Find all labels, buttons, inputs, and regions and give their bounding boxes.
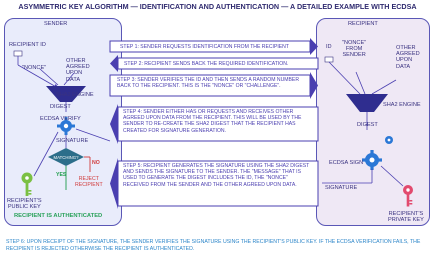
recipient-id: ID bbox=[326, 44, 332, 50]
diagram-title: ASYMMETRIC KEY ALGORITHM — IDENTIFICATION AND AUTHENTICATION — A DETAILED EXAMPLE WITH ECDSA bbox=[18, 2, 417, 11]
step-4: STEP 4: SENDER EITHER HAS OR REQUESTS AND RECEIVES OTHER AGREED UPON DATA FROM THE RECIPIENT. THIS WILL BE USED BY THE SENDER TO RE-CREATE THE SHA2 DIGEST THAT THE RECIPIENT HAS CREATED FOR SIGNATURE GENERATION. bbox=[123, 109, 302, 134]
public-key-icon bbox=[22, 173, 33, 197]
recipient-sha2-label: SHA2 ENGINE bbox=[383, 102, 421, 108]
recipient-authenticated: RECIPIENT IS AUTHENTICATED bbox=[14, 213, 103, 219]
private-key-icon bbox=[403, 185, 413, 207]
step-1: STEP 1: SENDER REQUESTS IDENTIFICATION FROM THE RECIPIENT bbox=[120, 44, 289, 50]
step-2: STEP 2: RECIPIENT SENDS BACK THE REQUIRED IDENTIFICATION. bbox=[124, 61, 289, 67]
recipient-digest: DIGEST bbox=[357, 122, 378, 128]
step-3: STEP 3: SENDER VERIFIES THE ID AND THEN SENDS A RANDOM NUMBER BACK TO THE RECIPIENT. THIS IS THE "NONCE" OR "CHALLENGE". bbox=[117, 77, 299, 90]
recipient-sha2-funnel bbox=[346, 94, 388, 112]
private-key-label: RECIPIENT'S PRIVATE KEY bbox=[388, 211, 424, 224]
recipient-signature: SIGNATURE bbox=[325, 185, 358, 191]
sender-digest: DIGEST bbox=[50, 104, 71, 110]
sender-ecdsa-verify: ECDSA VERIFY bbox=[40, 116, 81, 122]
sender-sha2-label: SHA2 ENGINE bbox=[56, 92, 94, 98]
sender-other-data: OTHER AGREED UPON DATA bbox=[66, 58, 90, 83]
matching-label: MATCHING? bbox=[53, 155, 79, 160]
step-5: STEP 5: RECIPIENT GENERATES THE SIGNATURE USING THE SHA2 DIGEST AND SENDS THE SIGNATURE TO THE SENDER. THE "MESSAGE" THAT IS USED TO GENERATE THE DIGEST INCLUDES THE ID, THE "NONCE" RECEIVED FROM THE SENDER AND THE OTHER AGREED UPON DATA. bbox=[123, 163, 310, 188]
sender-heading: SENDER bbox=[44, 21, 68, 27]
recipient-gear-small bbox=[385, 136, 393, 144]
public-key-label: RECIPIENT'S PUBLIC KEY bbox=[7, 198, 42, 211]
sender-signature: SIGNATURE bbox=[56, 138, 89, 144]
recipient-nonce: "NONCE" FROM SENDER bbox=[342, 40, 367, 59]
recipient-gear bbox=[362, 150, 382, 170]
recipient-heading: RECIPIENT bbox=[348, 21, 378, 27]
recipient-ecdsa-sign: ECDSA SIGN bbox=[329, 160, 364, 166]
sender-nonce: "NONCE" bbox=[22, 65, 47, 71]
sender-recipient-id: RECIPIENT ID bbox=[9, 42, 46, 48]
yes-label: YES bbox=[56, 172, 67, 178]
recipient-other-data: OTHER AGREED UPON DATA bbox=[396, 45, 420, 70]
no-label: NO bbox=[92, 160, 100, 166]
reject-recipient: REJECT RECIPIENT bbox=[75, 176, 103, 188]
step-6: STEP 6: UPON RECEIPT OF THE SIGNATURE, THE SENDER VERIFIES THE SIGNATURE USING THE RECIPIENT'S PUBLIC KEY. IF THE ECDSA VERIFICATION FAILS, THE RECIPIENT IS REJECTED OTHERWISE THE RECIPIENT IS AUTHENTICATED. bbox=[6, 239, 421, 253]
